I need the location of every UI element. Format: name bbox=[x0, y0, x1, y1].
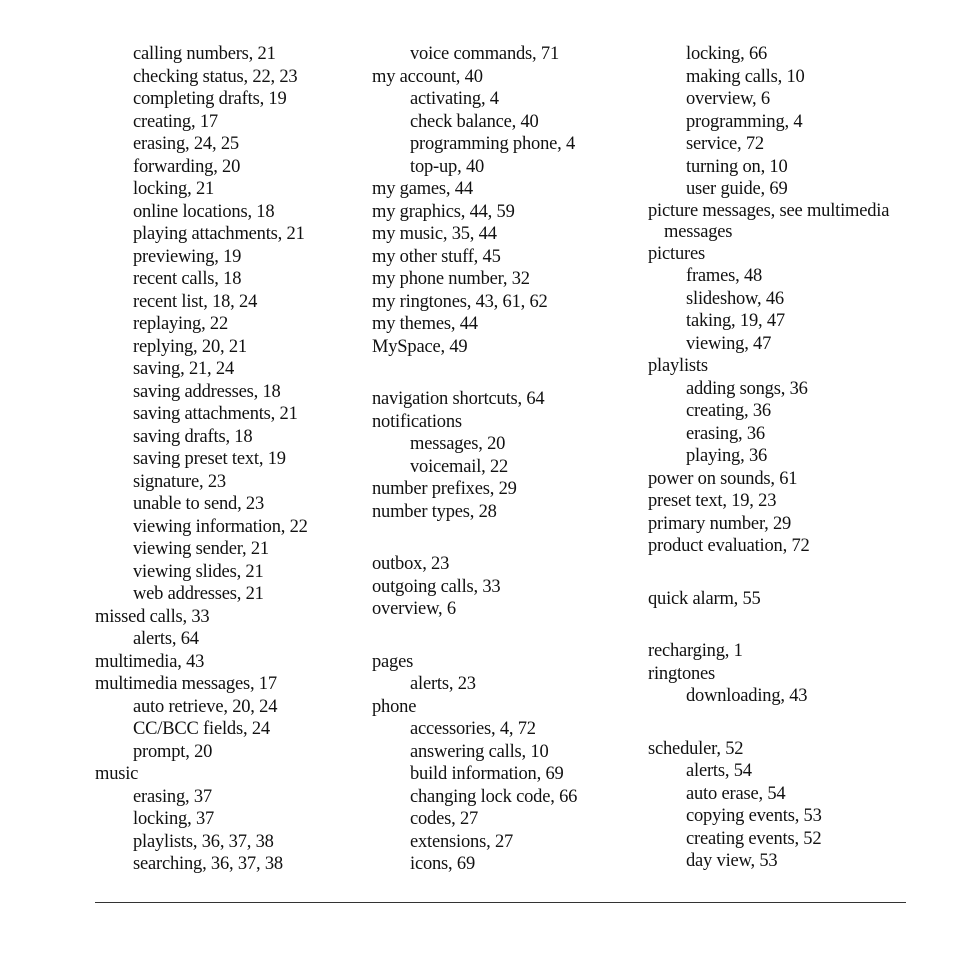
index-subentry: playing attachments, 21 bbox=[133, 224, 305, 244]
index-subentry: day view, 53 bbox=[686, 851, 778, 871]
section-gap bbox=[372, 358, 642, 388]
index-subentry: playing, 36 bbox=[686, 446, 768, 466]
index-entry: multimedia, 43 bbox=[95, 651, 205, 672]
index-entry: ringtones bbox=[648, 663, 716, 684]
index-subentry: recent list, 18, 24 bbox=[133, 291, 258, 312]
index-subentry: unable to send, 23 bbox=[133, 494, 265, 514]
index-entry: missed calls, 33 bbox=[95, 606, 210, 627]
index-entry: outgoing calls, 33 bbox=[372, 576, 501, 597]
index-subentry: replying, 20, 21 bbox=[133, 336, 247, 357]
index-subentry: saving drafts, 18 bbox=[133, 426, 253, 447]
index-entry: pages bbox=[372, 651, 414, 672]
index-entry: pictures bbox=[648, 243, 705, 264]
index-entry-text: picture messages, see multimedia bbox=[648, 200, 890, 221]
index-subentry: creating, 17 bbox=[133, 111, 218, 132]
index-entry: phone bbox=[372, 696, 417, 717]
index-subentry: user guide, 69 bbox=[686, 179, 788, 199]
index-subentry: adding songs, 36 bbox=[686, 378, 808, 399]
index-subentry: online locations, 18 bbox=[133, 201, 275, 222]
index-entry: overview, 6 bbox=[372, 599, 456, 619]
index-subentry: voicemail, 22 bbox=[410, 456, 509, 477]
index-subentry: build information, 69 bbox=[410, 764, 564, 784]
index-entry: my graphics, 44, 59 bbox=[372, 201, 515, 222]
index-subentry: saving attachments, 21 bbox=[133, 404, 298, 424]
footer-rule bbox=[95, 902, 906, 903]
index-subentry: programming phone, 4 bbox=[410, 134, 576, 154]
index-subentry: saving addresses, 18 bbox=[133, 381, 281, 402]
index-subentry: taking, 19, 47 bbox=[686, 311, 785, 331]
index-subentry: activating, 4 bbox=[410, 89, 499, 109]
index-subentry: top-up, 40 bbox=[410, 156, 485, 177]
index-subentry: extensions, 27 bbox=[410, 831, 514, 852]
index-subentry: prompt, 20 bbox=[133, 741, 213, 762]
index-subentry: programming, 4 bbox=[686, 111, 803, 132]
index-subentry: erasing, 24, 25 bbox=[133, 134, 239, 154]
index-entry: multimedia messages, 17 bbox=[95, 674, 277, 694]
index-subentry: answering calls, 10 bbox=[410, 741, 549, 762]
index-subentry: previewing, 19 bbox=[133, 246, 242, 267]
index-subentry: signature, 23 bbox=[133, 471, 226, 492]
index-subentry: alerts, 54 bbox=[686, 761, 752, 781]
index-subentry: playlists, 36, 37, 38 bbox=[133, 831, 274, 852]
index-subentry: searching, 36, 37, 38 bbox=[133, 854, 283, 874]
index-subentry: frames, 48 bbox=[686, 266, 763, 286]
index-entry: outbox, 23 bbox=[372, 554, 450, 574]
index-subentry: saving, 21, 24 bbox=[133, 359, 235, 379]
index-entry bbox=[648, 201, 900, 243]
index-subentry: auto erase, 54 bbox=[686, 783, 786, 804]
index-entry: my phone number, 32 bbox=[372, 269, 530, 289]
index-subentry: CC/BCC fields, 24 bbox=[133, 719, 270, 739]
index-subentry: changing lock code, 66 bbox=[410, 786, 578, 807]
index-subentry: voice commands, 71 bbox=[410, 44, 559, 64]
index-column-2 bbox=[372, 43, 642, 876]
index-entry: preset text, 19, 23 bbox=[648, 491, 777, 511]
index-subentry: accessories, 4, 72 bbox=[410, 719, 536, 739]
index-entry: navigation shortcuts, 64 bbox=[372, 389, 545, 409]
index-subentry: recent calls, 18 bbox=[133, 269, 242, 289]
index-subentry: slideshow, 46 bbox=[686, 288, 784, 309]
index-entry: my themes, 44 bbox=[372, 314, 478, 334]
index-entry: scheduler, 52 bbox=[648, 738, 744, 759]
index-column-1 bbox=[95, 43, 365, 876]
index-subentry: forwarding, 20 bbox=[133, 156, 241, 177]
index-entry: number prefixes, 29 bbox=[372, 479, 517, 499]
index-subentry: turning on, 10 bbox=[686, 156, 788, 177]
index-entry: recharging, 1 bbox=[648, 641, 743, 661]
index-entry: my other stuff, 45 bbox=[372, 246, 501, 267]
index-entry: quick alarm, 55 bbox=[648, 588, 761, 609]
index-subentry: viewing information, 22 bbox=[133, 516, 308, 537]
index-subentry: icons, 69 bbox=[410, 854, 476, 874]
index-subentry: alerts, 64 bbox=[133, 629, 199, 649]
index-subentry: creating, 36 bbox=[686, 401, 771, 421]
section-gap bbox=[648, 610, 918, 640]
index-subentry: erasing, 37 bbox=[133, 786, 212, 807]
index-entry: playlists bbox=[648, 356, 708, 376]
index-subentry: messages, 20 bbox=[410, 434, 506, 454]
index-subentry: calling numbers, 21 bbox=[133, 44, 276, 64]
section-gap bbox=[372, 621, 642, 651]
index-subentry: viewing slides, 21 bbox=[133, 561, 264, 582]
index-entry: my games, 44 bbox=[372, 179, 473, 199]
index-subentry: locking, 21 bbox=[133, 179, 215, 199]
index-subentry: web addresses, 21 bbox=[133, 584, 264, 604]
index-entry: my account, 40 bbox=[372, 66, 483, 87]
index-subentry: creating events, 52 bbox=[686, 828, 822, 849]
index-subentry: completing drafts, 19 bbox=[133, 89, 287, 109]
index-entry: power on sounds, 61 bbox=[648, 468, 798, 489]
index-entry: notifications bbox=[372, 411, 462, 432]
index-subentry: codes, 27 bbox=[410, 809, 479, 829]
index-subentry: locking, 37 bbox=[133, 809, 215, 829]
index-entry-continuation: messages bbox=[664, 221, 733, 242]
section-gap bbox=[648, 708, 918, 738]
index-entry: my music, 35, 44 bbox=[372, 224, 497, 244]
index-subentry: overview, 6 bbox=[686, 89, 770, 109]
index-entry: music bbox=[95, 764, 139, 784]
index-column-3 bbox=[648, 43, 918, 873]
index-subentry: downloading, 43 bbox=[686, 686, 808, 706]
index-entry: my ringtones, 43, 61, 62 bbox=[372, 291, 548, 312]
section-gap bbox=[648, 558, 918, 588]
index-subentry: erasing, 36 bbox=[686, 423, 765, 444]
index-subentry: check balance, 40 bbox=[410, 111, 539, 132]
index-subentry: locking, 66 bbox=[686, 44, 768, 64]
index-entry: number types, 28 bbox=[372, 501, 497, 522]
index-subentry: copying events, 53 bbox=[686, 806, 822, 826]
index-subentry: auto retrieve, 20, 24 bbox=[133, 696, 278, 717]
index-entry: MySpace, 49 bbox=[372, 336, 468, 357]
index-subentry: alerts, 23 bbox=[410, 674, 476, 694]
index-subentry: saving preset text, 19 bbox=[133, 449, 286, 469]
index-subentry: checking status, 22, 23 bbox=[133, 66, 298, 87]
index-entry: primary number, 29 bbox=[648, 513, 792, 534]
index-subentry: making calls, 10 bbox=[686, 66, 805, 87]
index-entry: product evaluation, 72 bbox=[648, 536, 810, 556]
index-subentry: service, 72 bbox=[686, 134, 764, 154]
section-gap bbox=[372, 523, 642, 553]
index-subentry: viewing, 47 bbox=[686, 333, 772, 354]
index-subentry: viewing sender, 21 bbox=[133, 539, 269, 559]
index-subentry: replaying, 22 bbox=[133, 314, 229, 334]
